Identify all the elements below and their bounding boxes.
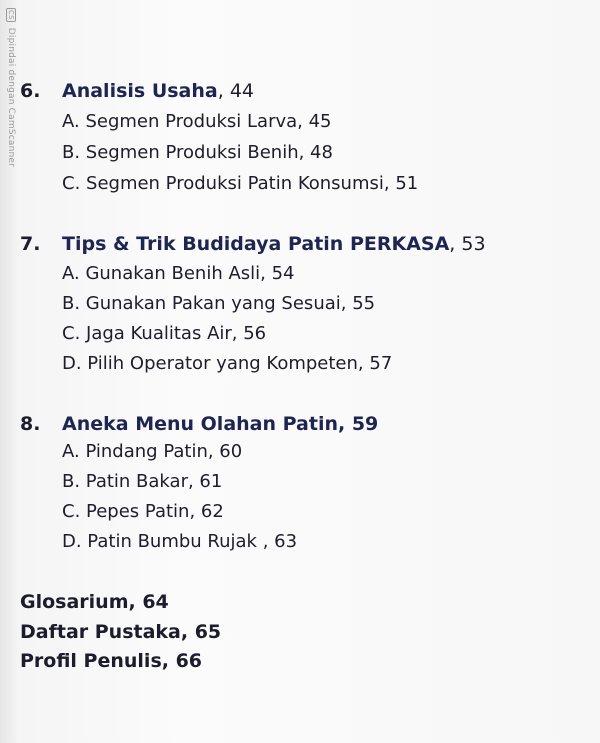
- toc-item: C. Jaga Kualitas Air, 56: [62, 323, 267, 344]
- chapter-title-text: Tips & Trik Budidaya Patin PERKASA: [62, 233, 450, 255]
- chapter-title-text: Aneka Menu Olahan Patin, 59: [62, 413, 379, 435]
- chapter-title-text: Analisis Usaha: [62, 80, 218, 102]
- toc-item: B. Segmen Produksi Benih, 48: [62, 142, 333, 163]
- daftar-pustaka-entry: Daftar Pustaka, 65: [20, 621, 222, 643]
- toc-item: A. Pindang Patin, 60: [62, 441, 243, 462]
- chapter-page: , 53: [449, 233, 486, 255]
- chapter-page: , 44: [217, 80, 254, 102]
- chapter-title: [62, 82, 254, 101]
- glosarium-entry: Glosarium, 64: [20, 591, 169, 613]
- toc-item: C. Pepes Patin, 62: [62, 501, 224, 522]
- toc-item: C. Segmen Produksi Patin Konsumsi, 51: [62, 173, 419, 194]
- chapter-number: 6.: [20, 80, 41, 102]
- camscanner-logo-icon: CS: [7, 10, 15, 20]
- chapter-title: [62, 415, 378, 434]
- toc-item: B. Patin Bakar, 61: [62, 471, 223, 492]
- toc-item: D. Pilih Operator yang Kompeten, 57: [62, 353, 393, 374]
- chapter-number: 8.: [20, 413, 41, 435]
- toc-item: A. Segmen Produksi Larva, 45: [62, 111, 332, 132]
- toc-item: A. Gunakan Benih Asli, 54: [62, 263, 295, 284]
- toc-item: B. Gunakan Pakan yang Sesuai, 55: [62, 293, 376, 314]
- watermark-text: Dipindai dengan CamScanner: [6, 27, 16, 168]
- chapter-title: [62, 235, 486, 254]
- chapter-number: 7.: [20, 233, 41, 255]
- toc-item: D. Patin Bumbu Rujak , 63: [62, 531, 298, 552]
- profil-penulis-entry: Profil Penulis, 66: [20, 650, 203, 672]
